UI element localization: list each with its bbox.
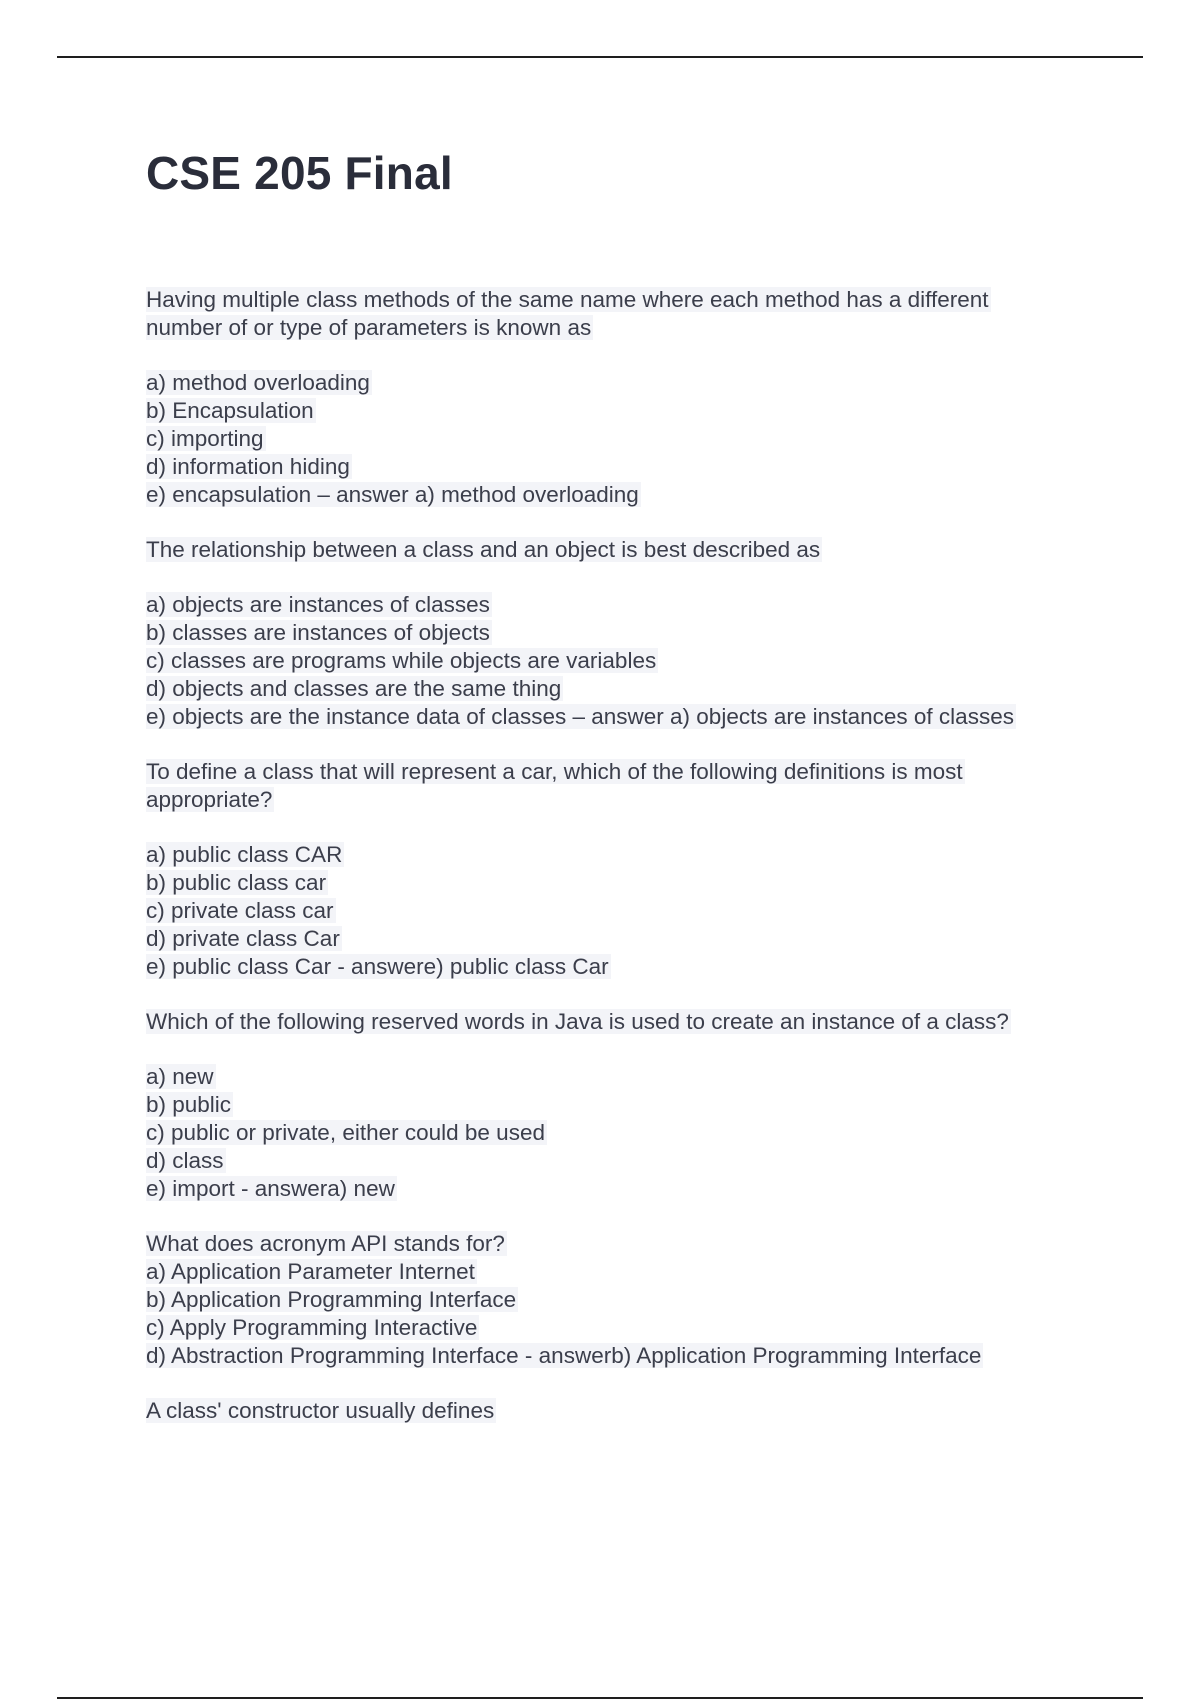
question-4-options (146, 1063, 1106, 1203)
text-line: Having multiple class methods of the same name where each method has a different (146, 287, 989, 312)
option-line: a) Application Parameter Internet (146, 1259, 475, 1284)
text-line: Which of the following reserved words in Java is used to create an instance of a class? (146, 1009, 1009, 1034)
question-3-options (146, 841, 1106, 981)
option-line: a) new (146, 1064, 214, 1089)
option-line: d) class (146, 1148, 224, 1173)
option-line: b) Encapsulation (146, 398, 314, 423)
top-rule (57, 56, 1143, 58)
answer-line: e) import - answera) new (146, 1176, 395, 1201)
option-line: b) Application Programming Interface (146, 1287, 517, 1312)
text-line: A class' constructor usually defines (146, 1398, 495, 1423)
option-line: c) importing (146, 426, 264, 451)
question-6-prompt (146, 1397, 1106, 1425)
option-line: a) objects are instances of classes (146, 592, 490, 617)
question-list (146, 286, 1106, 1425)
answer-line: d) Abstraction Programming Interface - answerb) Application Programming Interface (146, 1343, 982, 1368)
option-line: b) classes are instances of objects (146, 620, 490, 645)
question-1-prompt (146, 286, 1106, 342)
text-line: To define a class that will represent a car, which of the following definitions is most (146, 759, 963, 784)
text-line: appropriate? (146, 787, 273, 812)
text-line: The relationship between a class and an object is best described as (146, 537, 821, 562)
option-line: c) classes are programs while objects are variables (146, 648, 657, 673)
option-line: b) public class car (146, 870, 327, 895)
page-title: CSE 205 Final (146, 147, 453, 199)
option-line: c) private class car (146, 898, 334, 923)
option-line: b) public (146, 1092, 232, 1117)
answer-line: e) encapsulation – answer a) method overloading (146, 482, 639, 507)
option-line: c) Apply Programming Interactive (146, 1315, 478, 1340)
text-line: number of or type of parameters is known as (146, 315, 592, 340)
question-2-prompt (146, 536, 1106, 564)
bottom-rule (57, 1697, 1143, 1699)
question-1-options (146, 369, 1106, 509)
question-3-prompt (146, 758, 1106, 814)
question-2-options (146, 591, 1106, 731)
option-line: a) public class CAR (146, 842, 343, 867)
option-line: d) private class Car (146, 926, 340, 951)
question-4-prompt (146, 1008, 1106, 1036)
answer-line: e) public class Car - answere) public class Car (146, 954, 609, 979)
option-line: d) information hiding (146, 454, 350, 479)
document-body (146, 140, 1106, 1425)
text-line: What does acronym API stands for? (146, 1231, 505, 1256)
option-line: d) objects and classes are the same thing (146, 676, 562, 701)
option-line: a) method overloading (146, 370, 370, 395)
option-line: c) public or private, either could be used (146, 1120, 545, 1145)
question-5 (146, 1230, 1106, 1370)
answer-line: e) objects are the instance data of classes – answer a) objects are instances of classes (146, 704, 1014, 729)
